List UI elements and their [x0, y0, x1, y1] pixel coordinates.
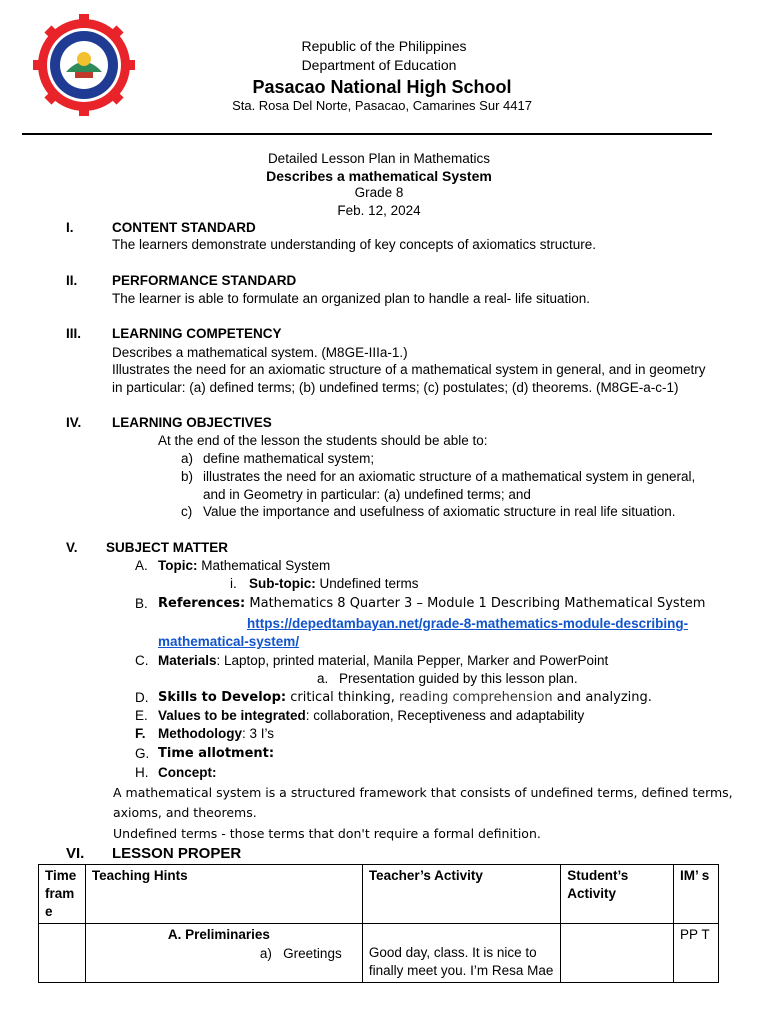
- objective-c: Value the importance and usefulness of axiomatic structure in real life situation.: [203, 504, 676, 519]
- plan-title: Describes a mathematical System: [266, 168, 492, 184]
- item-h-marker: H.: [135, 765, 149, 780]
- values-label: Values to be integrated: [158, 708, 306, 723]
- materials-value: : Laptop, printed material, Manila Pepper, Marker and PowerPoint: [216, 653, 609, 668]
- reference-link-line-1[interactable]: https://depedtambayan.net/grade-8-mathematics-module-describing-: [247, 616, 689, 631]
- concept-label: Concept:: [158, 765, 217, 780]
- header-teacher-activity: Teacher’s Activity: [362, 865, 560, 924]
- header-student-activity: Student’s Activity: [561, 865, 674, 924]
- greetings-marker: a): [259, 946, 272, 961]
- row-student-activity-cell: [561, 924, 674, 983]
- skills-part-2: reading comprehension: [399, 690, 553, 705]
- competency-line-3: in particular: (a) defined terms; (b) undefined terms; (c) postulates; (d) theorems. (M8GE-a-c-1): [112, 380, 679, 395]
- row-timeframe-cell: [39, 924, 86, 983]
- item-c-marker: C.: [135, 653, 149, 668]
- section-1-text: The learners demonstrate understanding of key concepts of axiomatics structure.: [112, 237, 596, 252]
- row-teacher-activity-cell: [362, 924, 560, 983]
- item-i-marker: i.: [230, 576, 237, 591]
- row-teaching-hints-cell: [85, 924, 362, 983]
- header-ims: IM’ s: [674, 865, 719, 924]
- methodology-label: Methodology: [158, 726, 242, 741]
- section-1-heading: CONTENT STANDARD: [112, 220, 256, 235]
- subtopic-value: Undefined terms: [315, 576, 419, 591]
- materials-line: [158, 652, 608, 670]
- section-2-text: The learner is able to formulate an organized plan to handle a real- life situation.: [112, 291, 591, 306]
- header-department: Department of Education: [301, 57, 457, 73]
- reference-link-line-2[interactable]: mathematical-system/: [158, 634, 300, 649]
- skills-part-1: critical thinking,: [286, 690, 399, 705]
- time-allotment-label: Time allotment:: [158, 746, 275, 761]
- section-3-heading: LEARNING COMPETENCY: [112, 326, 282, 341]
- greetings-item: [92, 945, 356, 963]
- section-2-heading: PERFORMANCE STANDARD: [112, 273, 297, 288]
- subtopic-label: Sub-topic:: [249, 576, 316, 591]
- section-4-number: IV.: [66, 415, 82, 430]
- school-address: Sta. Rosa Del Norte, Pasacao, Camarines Sur 4417: [232, 98, 532, 113]
- section-4-heading: LEARNING OBJECTIVES: [112, 415, 272, 430]
- section-1-number: I.: [66, 220, 74, 235]
- lesson-table: [38, 864, 719, 983]
- skills-label: Skills to Develop:: [158, 690, 287, 705]
- objective-b-marker: b): [181, 469, 194, 484]
- section-2-number: II.: [66, 273, 78, 288]
- item-f-marker: F.: [135, 726, 146, 741]
- header-teaching-hints: Teaching Hints: [85, 865, 362, 924]
- table-row: [39, 924, 719, 983]
- item-ca-marker: a.: [317, 671, 329, 686]
- objective-c-marker: c): [181, 504, 193, 519]
- table-header-row: [39, 865, 719, 924]
- section-6-heading: LESSON PROPER: [112, 845, 242, 862]
- skills-part-3: and analyzing.: [552, 690, 652, 705]
- item-d-marker: D.: [135, 690, 149, 705]
- section-3-number: III.: [66, 326, 82, 341]
- references-line: [158, 595, 705, 613]
- header-republic: Republic of the Philippines: [301, 38, 467, 54]
- competency-line-1: Describes a mathematical system. (M8GE-IIIa-1.): [112, 345, 408, 360]
- methodology-value: : 3 I’s: [242, 726, 275, 741]
- objective-a: define mathematical system;: [203, 451, 375, 466]
- header-timeframe: Time fram e: [39, 865, 86, 924]
- topic-label: Topic:: [158, 558, 198, 573]
- plan-date: Feb. 12, 2024: [337, 203, 421, 218]
- preliminaries-label: A. Preliminaries: [167, 927, 270, 942]
- header-divider: [22, 133, 712, 135]
- plan-subtitle: Detailed Lesson Plan in Mathematics: [267, 151, 491, 166]
- methodology-line: [158, 725, 274, 743]
- objectives-intro: At the end of the lesson the students should be able to:: [158, 433, 488, 448]
- row-ims-cell: PP T: [674, 924, 719, 983]
- skills-line: [158, 689, 652, 707]
- school-name: Pasacao National High School: [252, 77, 512, 97]
- objective-a-marker: a): [181, 451, 194, 466]
- greetings-label: Greetings: [283, 946, 342, 961]
- teacher-activity-text: Good day, class. It is nice to finally meet you. I’m Resa Mae: [368, 945, 554, 978]
- competency-line-2: Illustrates the need for an axiomatic structure of a mathematical system in general, and in geometry: [112, 362, 706, 377]
- item-a-marker: A.: [135, 558, 148, 573]
- item-e-marker: E.: [135, 708, 148, 723]
- materials-subitem: Presentation guided by this lesson plan.: [339, 671, 578, 686]
- section-5-number: V.: [66, 540, 78, 555]
- subtopic-line: [249, 575, 419, 593]
- plan-grade: Grade 8: [354, 185, 404, 200]
- materials-label: Materials: [158, 653, 217, 668]
- topic-value: Mathematical System: [197, 558, 331, 573]
- concept-line-3: Undefined terms - those terms that don't require a formal definition.: [113, 826, 541, 841]
- item-g-marker: G.: [135, 746, 150, 761]
- values-line: [158, 707, 584, 725]
- references-value: Mathematics 8 Quarter 3 – Module 1 Describing Mathematical System: [245, 596, 706, 611]
- values-value: : collaboration, Receptiveness and adaptability: [305, 708, 585, 723]
- section-5-heading: SUBJECT MATTER: [106, 540, 229, 555]
- item-b-marker: B.: [135, 596, 148, 611]
- concept-line-2: axioms, and theorems.: [113, 805, 257, 820]
- section-6-number: VI.: [66, 845, 85, 862]
- objective-b-line-1: illustrates the need for an axiomatic structure of a mathematical system in general,: [203, 469, 696, 484]
- topic-line: [158, 557, 330, 575]
- concept-line-1: A mathematical system is a structured framework that consists of undefined terms, defined terms,: [113, 785, 733, 800]
- references-label: References:: [158, 596, 246, 611]
- objective-b-line-2: and in Geometry in particular: (a) undefined terms; and: [203, 487, 531, 502]
